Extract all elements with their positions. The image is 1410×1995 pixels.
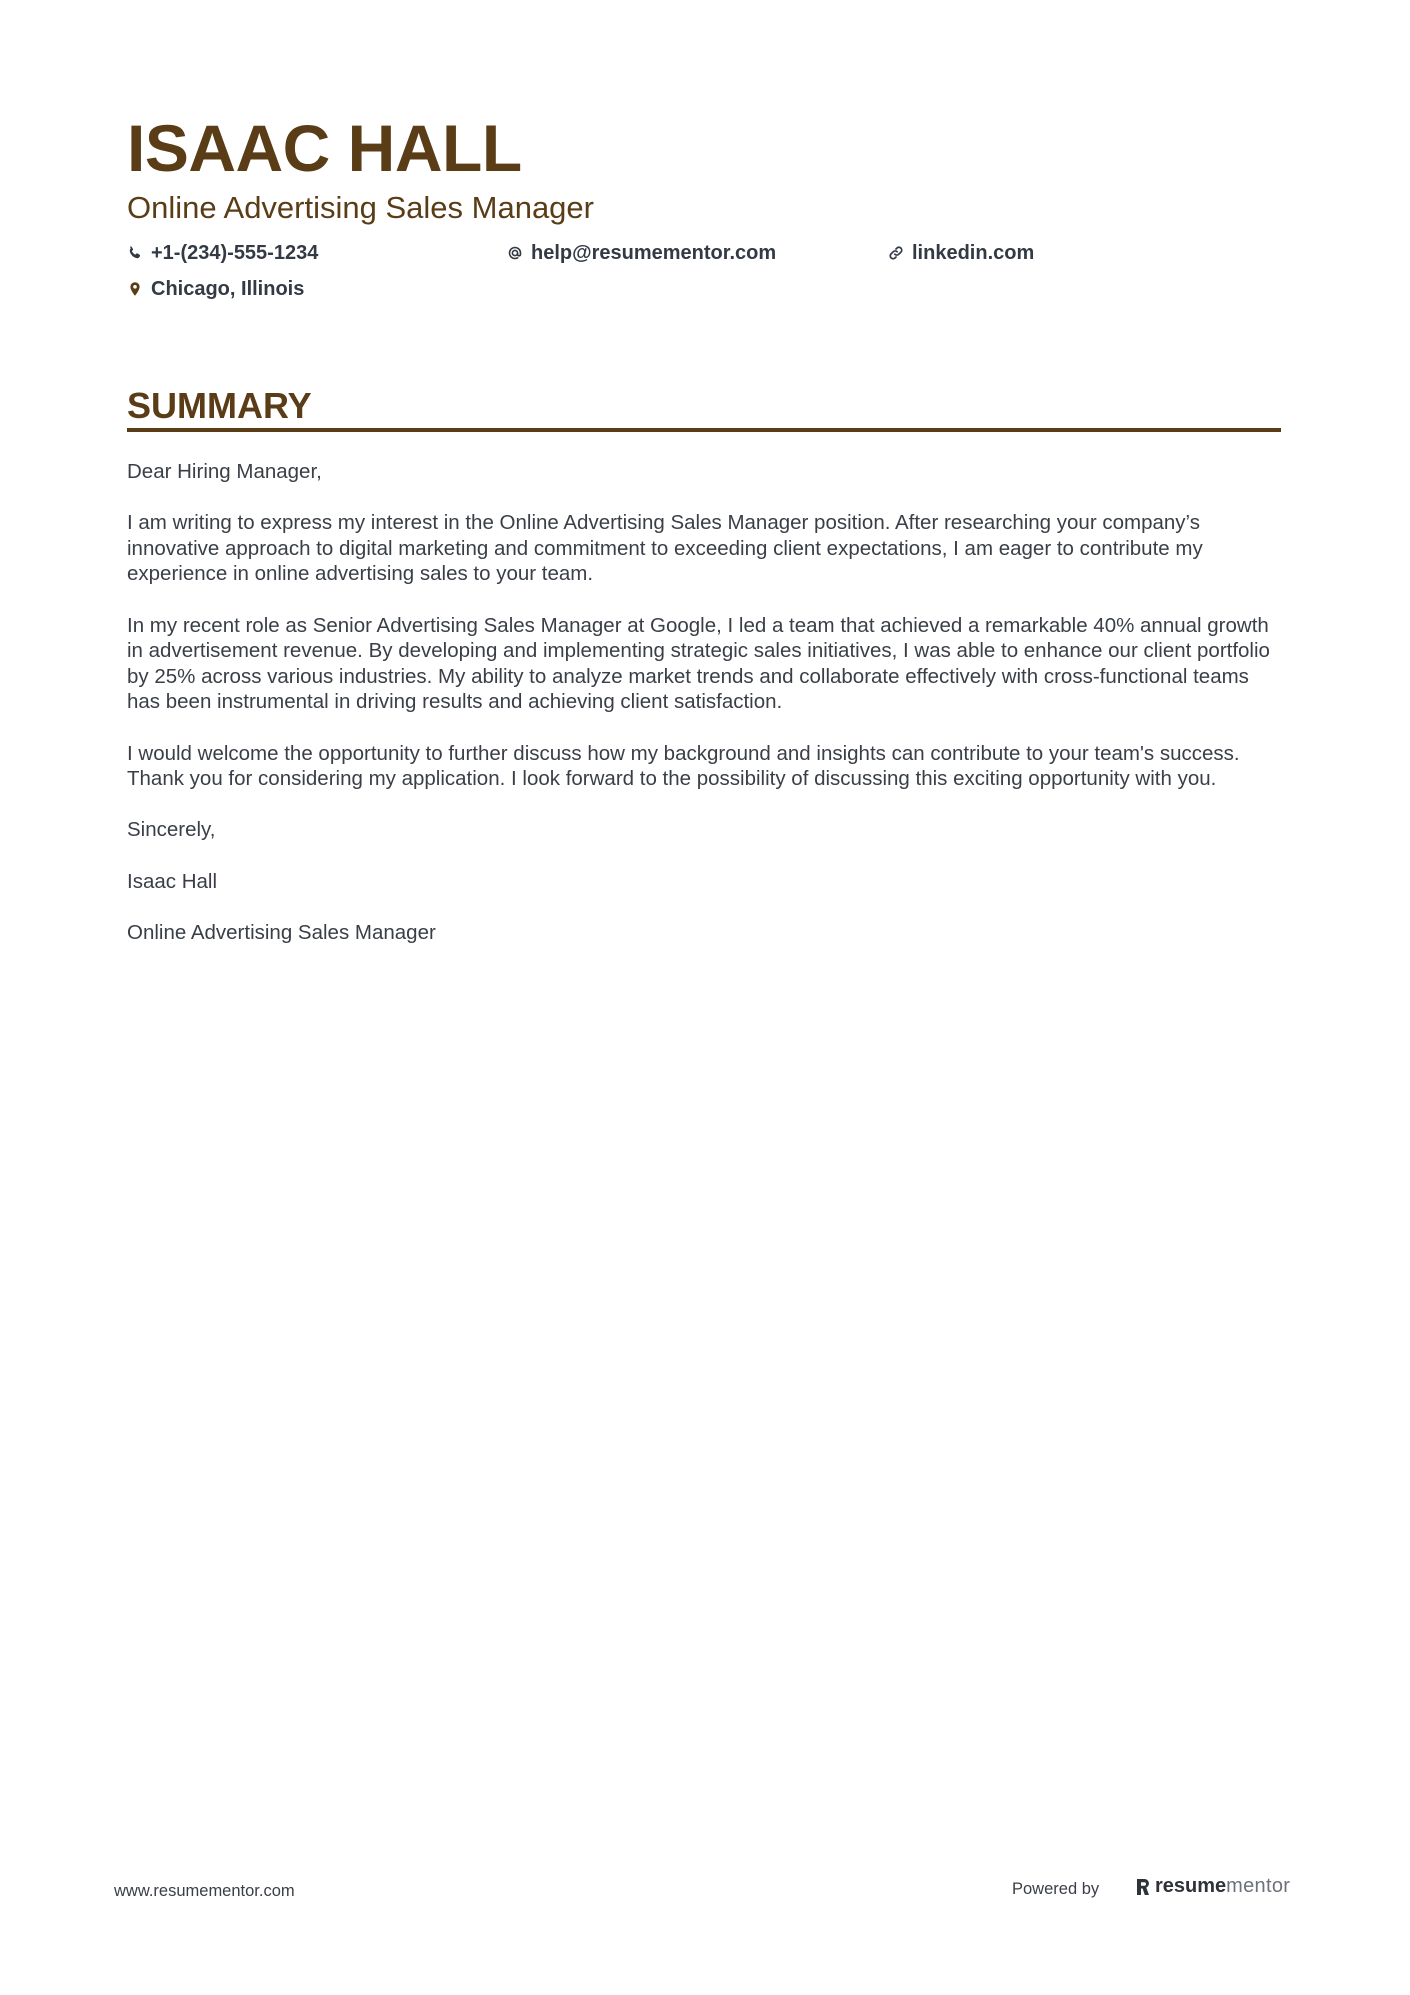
contact-location: [127, 276, 304, 302]
letter-greeting: Dear Hiring Manager,: [127, 460, 322, 483]
contact-link: [888, 240, 1034, 266]
letter-body: [127, 459, 1287, 971]
signature-name: Isaac Hall: [127, 869, 218, 893]
contact-email: [507, 240, 776, 266]
section-divider: [127, 428, 1281, 432]
letter-paragraph: In my recent role as Senior Advertising Sales Manager at Google, I led a team that achieved a remarkable 40% annual growth in advertisement revenue. By developing and implementing strategic sales initiatives, I was able to enhance our client portfolio by 25% across various industries. My ability to analyze market trends and collaborate effectively with cross-functional teams has been instrumental in driving results and achieving client satisfaction.: [127, 613, 1270, 714]
at-icon: [507, 245, 523, 261]
location-pin-icon: [127, 281, 143, 297]
letter-closing: Sincerely,: [127, 818, 216, 842]
contact-email-text: help@resumementor.com: [531, 242, 777, 264]
contact-phone-text: +1-(234)-555-1234: [151, 242, 319, 264]
brand-name-light: mentor: [1226, 1875, 1291, 1897]
letter-paragraph: I am writing to express my interest in the Online Advertising Sales Manager position. After researching your company’s innovative approach to digital marketing and commitment to exceeding client expectations, I am eager to contribute my experience in online advertising sales to your team.: [127, 511, 1203, 586]
candidate-title: Online Advertising Sales Manager: [127, 190, 594, 225]
contact-phone: [127, 240, 318, 266]
section-heading-summary: SUMMARY: [127, 385, 312, 426]
contact-location-text: Chicago, Illinois: [151, 278, 305, 300]
candidate-name: ISAAC HALL: [127, 111, 522, 185]
resumementor-logo[interactable]: [1135, 1875, 1290, 1898]
brand-name-bold: resume: [1155, 1875, 1227, 1897]
footer-website-link[interactable]: www.resumementor.com: [114, 1882, 295, 1900]
letter-paragraph: I would welcome the opportunity to further discuss how my background and insights can contribute to your team's success. Thank you for considering my application. I look forward to the possibility of discussing this exciting opportunity with you.: [127, 741, 1240, 791]
contact-link-text: linkedin.com: [912, 242, 1035, 264]
resumementor-logo-icon: [1135, 1877, 1151, 1897]
link-icon: [888, 245, 904, 261]
signature-title: Online Advertising Sales Manager: [127, 920, 436, 944]
powered-by-label: Powered by: [1012, 1880, 1100, 1898]
phone-icon: [127, 245, 143, 261]
